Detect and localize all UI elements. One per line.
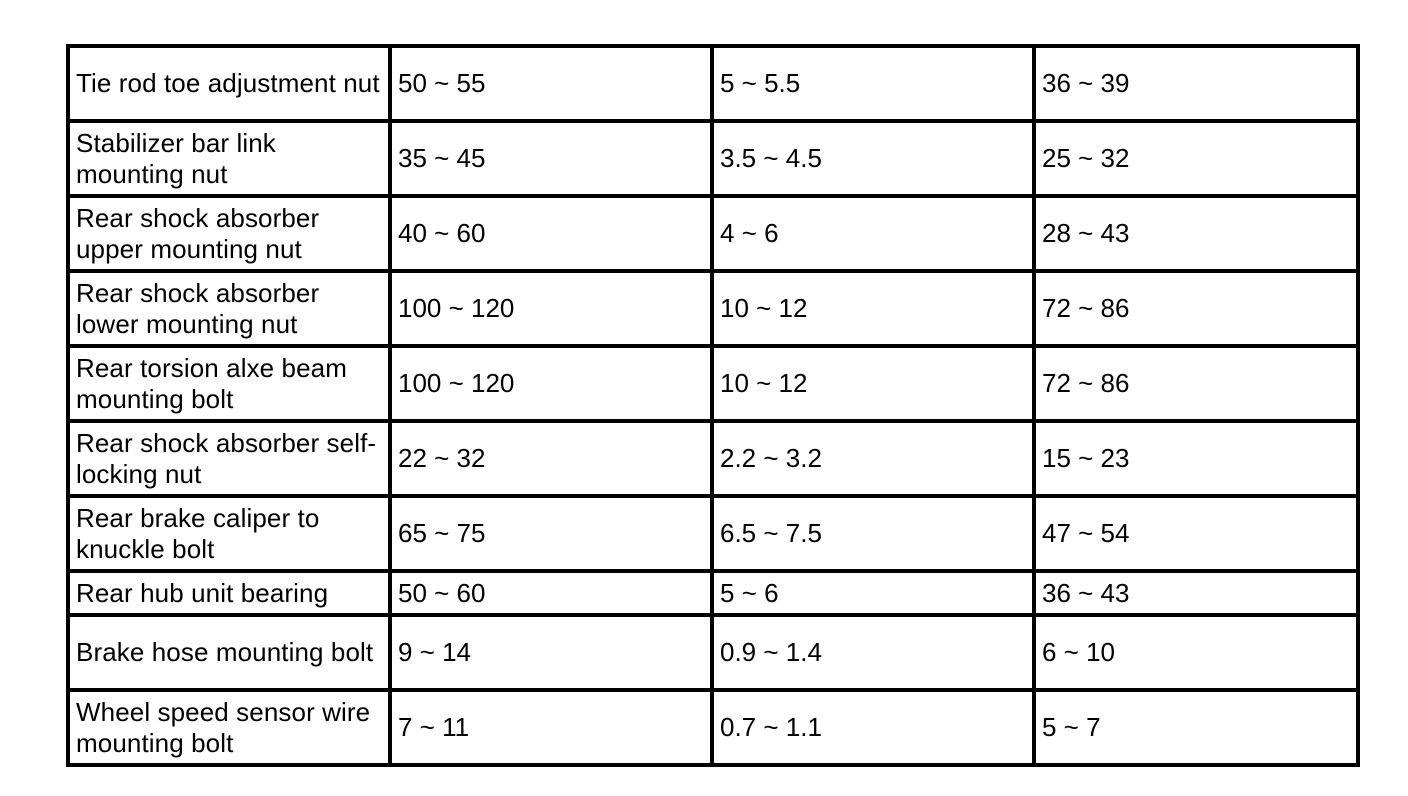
torque-lbft-cell: 28 ~ 43	[1034, 196, 1358, 271]
torque-lbft-cell: 47 ~ 54	[1034, 496, 1358, 571]
torque-kgfm-cell: 0.9 ~ 1.4	[712, 615, 1034, 690]
table-row	[68, 346, 1358, 421]
torque-lbft-cell: 15 ~ 23	[1034, 421, 1358, 496]
part-name-cell: Rear shock absorber self-locking nut	[68, 421, 390, 496]
part-name-cell: Tie rod toe adjustment nut	[68, 46, 390, 121]
part-name-cell: Wheel speed sensor wire mounting bolt	[68, 690, 390, 765]
part-name-cell: Rear torsion alxe beam mounting bolt	[68, 346, 390, 421]
table-row	[68, 196, 1358, 271]
table-row	[68, 46, 1358, 121]
torque-lbft-cell: 36 ~ 43	[1034, 571, 1358, 615]
part-name-cell: Rear shock absorber upper mounting nut	[68, 196, 390, 271]
torque-kgfm-cell: 0.7 ~ 1.1	[712, 690, 1034, 765]
torque-lbft-cell: 72 ~ 86	[1034, 271, 1358, 346]
torque-kgfm-cell: 2.2 ~ 3.2	[712, 421, 1034, 496]
table-row	[68, 271, 1358, 346]
torque-lbft-cell: 25 ~ 32	[1034, 121, 1358, 196]
torque-lbft-cell: 36 ~ 39	[1034, 46, 1358, 121]
table-row	[68, 615, 1358, 690]
torque-nm-cell: 100 ~ 120	[390, 346, 712, 421]
torque-spec-table	[66, 44, 1360, 767]
torque-nm-cell: 50 ~ 60	[390, 571, 712, 615]
part-name-cell: Rear brake caliper to knuckle bolt	[68, 496, 390, 571]
part-name-cell: Rear hub unit bearing	[68, 571, 390, 615]
torque-lbft-cell: 72 ~ 86	[1034, 346, 1358, 421]
torque-kgfm-cell: 5 ~ 6	[712, 571, 1034, 615]
torque-nm-cell: 100 ~ 120	[390, 271, 712, 346]
table-row	[68, 496, 1358, 571]
torque-nm-cell: 22 ~ 32	[390, 421, 712, 496]
table-row	[68, 121, 1358, 196]
torque-nm-cell: 40 ~ 60	[390, 196, 712, 271]
table-body	[68, 46, 1358, 765]
torque-kgfm-cell: 4 ~ 6	[712, 196, 1034, 271]
torque-kgfm-cell: 10 ~ 12	[712, 271, 1034, 346]
torque-kgfm-cell: 3.5 ~ 4.5	[712, 121, 1034, 196]
torque-kgfm-cell: 5 ~ 5.5	[712, 46, 1034, 121]
torque-nm-cell: 9 ~ 14	[390, 615, 712, 690]
torque-nm-cell: 35 ~ 45	[390, 121, 712, 196]
part-name-cell: Rear shock absorber lower mounting nut	[68, 271, 390, 346]
torque-lbft-cell: 6 ~ 10	[1034, 615, 1358, 690]
torque-nm-cell: 7 ~ 11	[390, 690, 712, 765]
table-row	[68, 690, 1358, 765]
torque-kgfm-cell: 10 ~ 12	[712, 346, 1034, 421]
part-name-cell: Stabilizer bar link mounting nut	[68, 121, 390, 196]
table-row	[68, 421, 1358, 496]
torque-lbft-cell: 5 ~ 7	[1034, 690, 1358, 765]
torque-nm-cell: 65 ~ 75	[390, 496, 712, 571]
torque-kgfm-cell: 6.5 ~ 7.5	[712, 496, 1034, 571]
torque-nm-cell: 50 ~ 55	[390, 46, 712, 121]
part-name-cell: Brake hose mounting bolt	[68, 615, 390, 690]
table-row	[68, 571, 1358, 615]
